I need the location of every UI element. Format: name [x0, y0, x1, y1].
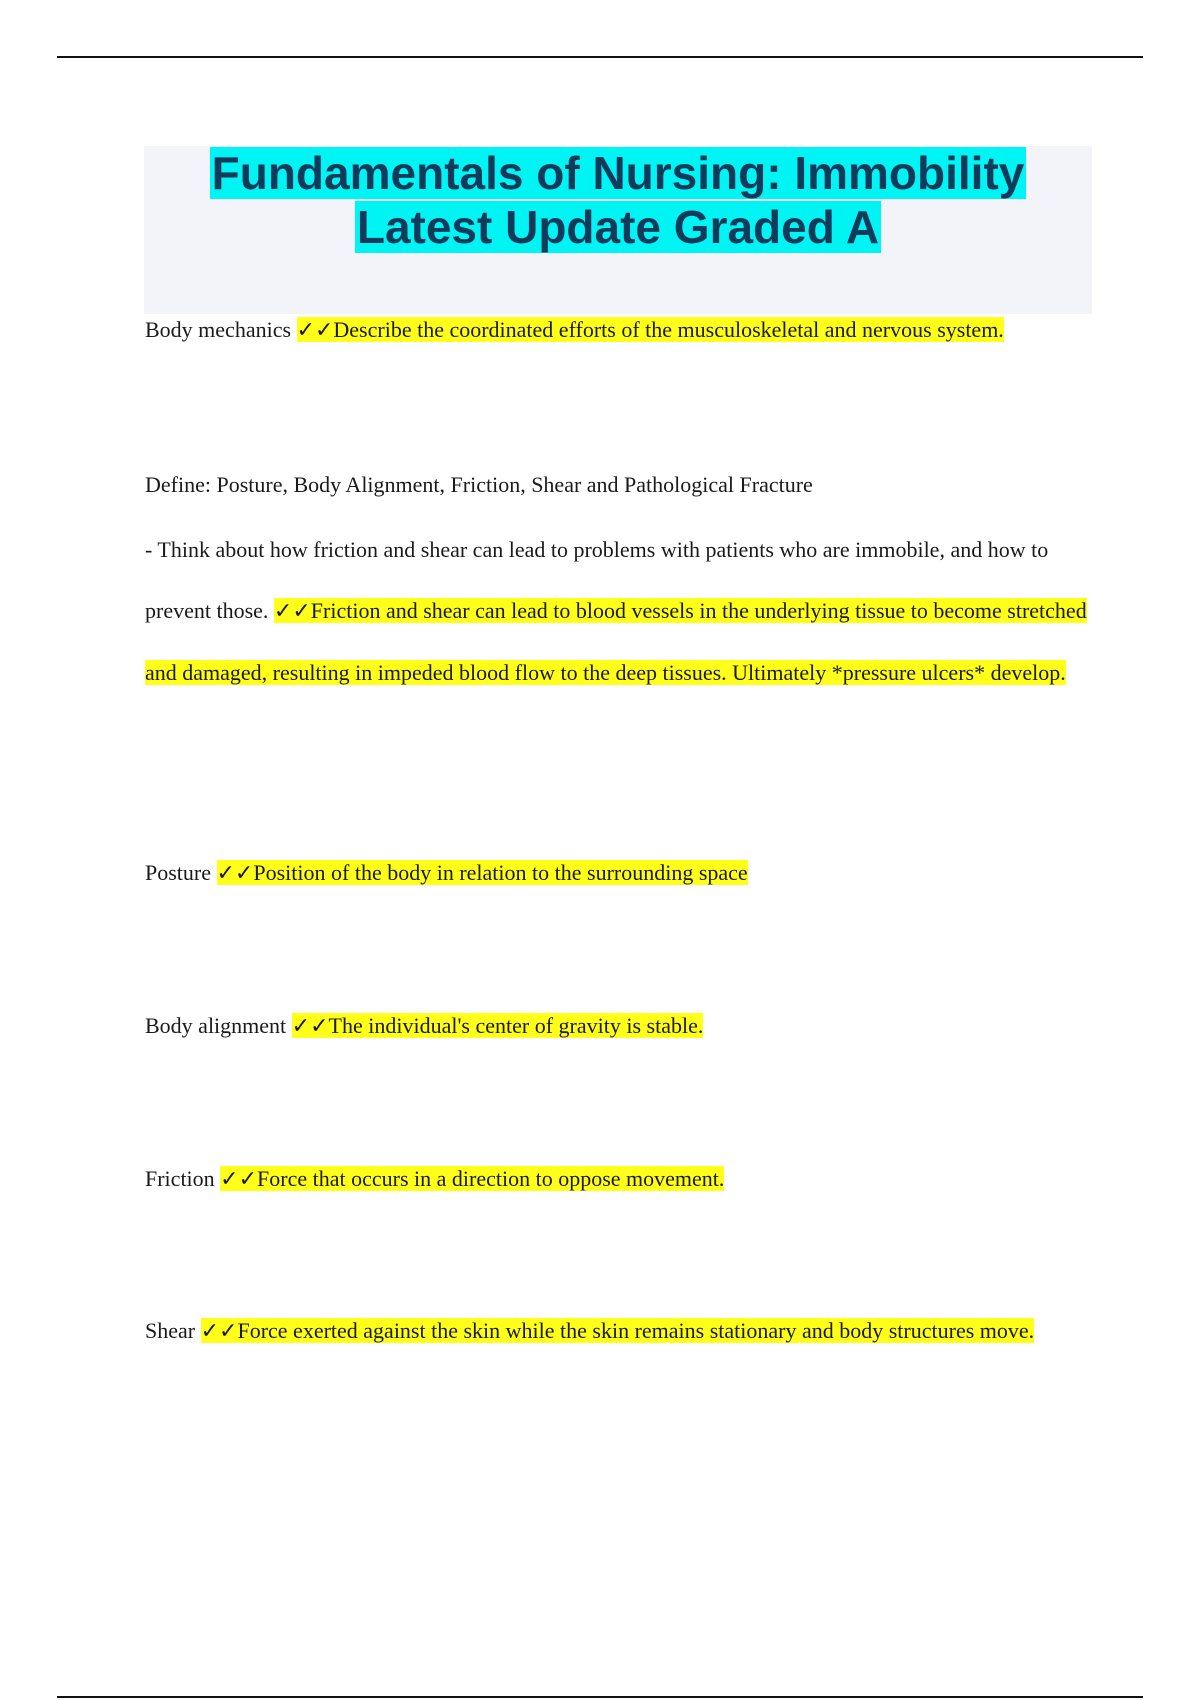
bottom-rule [57, 1696, 1143, 1698]
answer-highlight [220, 1166, 724, 1191]
top-rule [57, 56, 1143, 58]
entry-body-mechanics [145, 299, 1100, 361]
term: Friction [145, 1166, 215, 1191]
check-mark-icon: ✓✓ [291, 1014, 329, 1039]
answer: Friction and shear can lead to blood vessels in the underlying tissue to become stretched and damaged, resulting in impeded blood flow to the deep tissues. Ultimately *pressure ulcers* develop. [145, 598, 1087, 685]
entry-body-alignment [145, 995, 1100, 1057]
answer-highlight [145, 598, 1087, 685]
check-mark-icon: ✓✓ [220, 1167, 258, 1192]
term: Body alignment [145, 1013, 287, 1038]
title-line-2: Latest Update Graded A [356, 201, 880, 253]
check-mark-icon: ✓✓ [200, 1319, 238, 1344]
title-line-1: Fundamentals of Nursing: Immobility [211, 147, 1025, 199]
answer: Describe the coordinated efforts of the musculoskeletal and nervous system. [333, 317, 1004, 342]
answer-highlight [297, 317, 1004, 342]
term: Define: Posture, Body Alignment, Friction, Shear and Pathological Fracture [145, 472, 813, 497]
note: - Think about how friction and shear can lead to problems with patients who are immobile, and how to prevent those. [145, 537, 1049, 623]
check-mark-icon: ✓✓ [273, 599, 311, 624]
document-title [144, 146, 1092, 254]
entry-shear [145, 1300, 1100, 1362]
answer: Position of the body in relation to the surrounding space [253, 860, 748, 885]
check-mark-icon: ✓✓ [296, 318, 334, 343]
answer-highlight [217, 860, 748, 885]
entry-define-question [145, 449, 1100, 520]
check-mark-icon: ✓✓ [216, 861, 254, 886]
answer-highlight [292, 1013, 704, 1038]
term: Shear [145, 1318, 196, 1343]
term: Posture [145, 860, 211, 885]
answer: The individual's center of gravity is stable. [328, 1013, 704, 1038]
answer: Force that occurs in a direction to oppose movement. [257, 1166, 725, 1191]
entry-friction [145, 1148, 1100, 1210]
answer-highlight [201, 1318, 1035, 1343]
term: Body mechanics [145, 317, 292, 342]
entry-define-note [145, 519, 1100, 703]
entry-posture [145, 842, 1100, 904]
answer: Force exerted against the skin while the skin remains stationary and body structures move. [237, 1318, 1035, 1343]
